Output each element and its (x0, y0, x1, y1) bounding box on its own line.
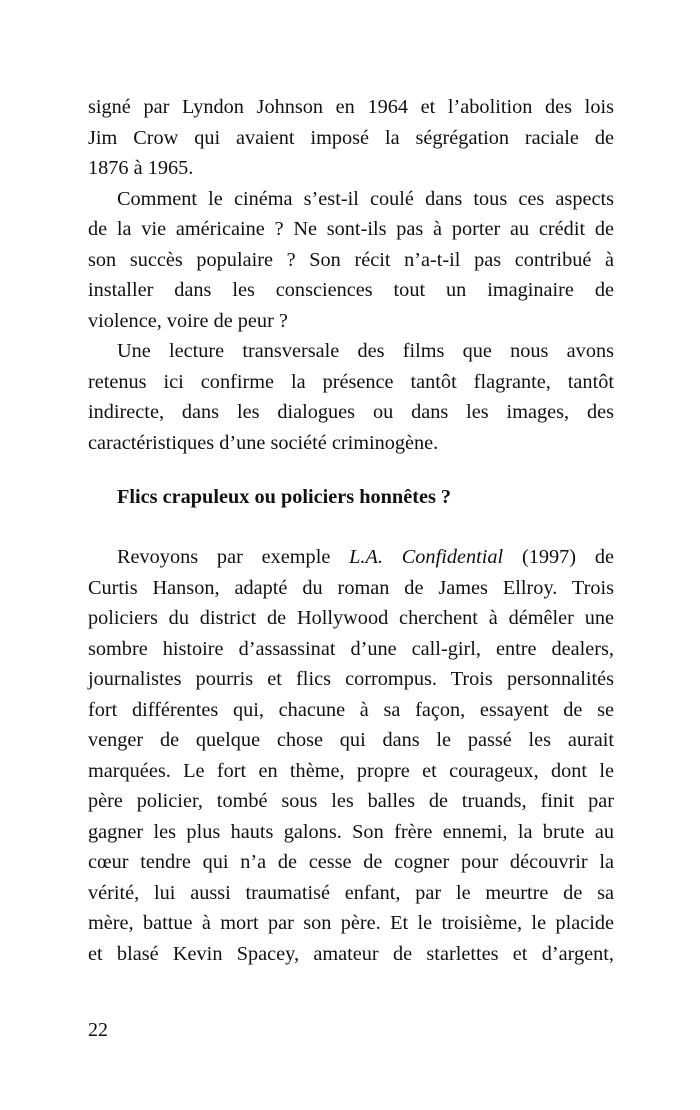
text-line: signé par Lyndon Johnson en 1964 et l’abolition des lois (88, 96, 614, 118)
text-line: policiers du district de Hollywood cherchent à démêler une (88, 607, 614, 629)
text-line: gagner les plus hauts galons. Son frère ennemi, la brute au (88, 820, 614, 843)
text-line: journalistes pourris et flics corrompus. Trois personnalités (88, 668, 614, 690)
text-line: cœur tendre qui n’a de cesse de cogner pour découvrir la (88, 851, 614, 873)
page-number: 22 (88, 1019, 108, 1041)
body-text-bottom (88, 542, 614, 969)
text-segment: Revoyons par exemple (117, 546, 350, 568)
body-text-top (88, 92, 614, 458)
section-heading: Flics crapuleux ou policiers honnêtes ? (117, 486, 452, 508)
text-line: vérité, lui aussi traumatisé enfant, par le meurtre de sa (88, 881, 614, 904)
text-line: sombre histoire d’assassinat d’une call-girl, entre dealers, (88, 637, 614, 660)
film-title: L.A. Confidential (349, 546, 504, 568)
text-line: et blasé Kevin Spacey, amateur de starlettes et d’argent, (88, 942, 614, 965)
text-line: indirecte, dans les dialogues ou dans les images, des (88, 401, 614, 423)
text-line: fort différentes qui, chacune à sa façon, essayent de se (88, 698, 614, 721)
text-line: violence, voire de peur ? (88, 309, 288, 332)
text-line: caractéristiques d’une société criminogène. (88, 431, 439, 454)
text-segment: (1997) de (503, 546, 614, 568)
text-line: 1876 à 1965. (88, 157, 194, 179)
text-line: père policier, tombé sous les balles de truands, finit par (88, 790, 614, 812)
text-line: son succès populaire ? Son récit n’a-t-il pas contribué à (88, 248, 614, 271)
text-line: Jim Crow qui avaient imposé la ségrégation raciale de (88, 126, 614, 149)
text-line: Curtis Hanson, adapté du roman de James Ellroy. Trois (88, 576, 614, 599)
text-line: venger de quelque chose qui dans le passé les aurait (88, 729, 614, 751)
text-line: Comment le cinéma s’est-il coulé dans tous ces aspects (117, 187, 614, 210)
text-line (88, 542, 614, 573)
text-line: de la vie américaine ? Ne sont-ils pas à porter au crédit de (88, 218, 614, 240)
text-line: marquées. Le fort en thème, propre et courageux, dont le (88, 759, 614, 782)
text-line: mère, battue à mort par son père. Et le troisième, le placide (88, 912, 614, 934)
text-line: retenus ici confirme la présence tantôt flagrante, tantôt (88, 370, 614, 393)
text-line: Une lecture transversale des films que nous avons (117, 340, 614, 362)
text-line: installer dans les consciences tout un imaginaire de (88, 279, 614, 301)
